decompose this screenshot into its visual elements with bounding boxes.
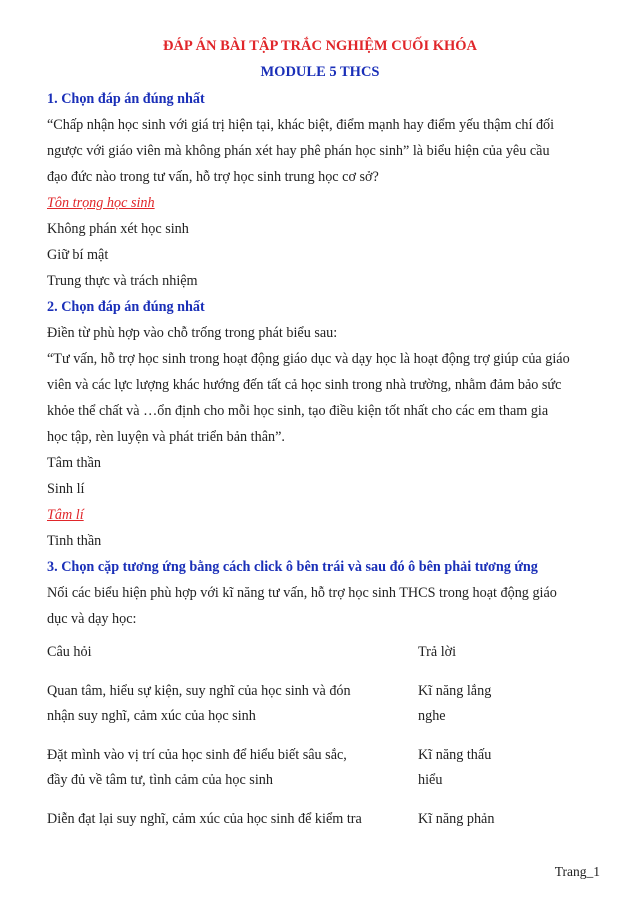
match-question[interactable]: đầy đủ về tâm tư, tình cảm của học sinh xyxy=(47,772,273,788)
q1-stem-line: ngược với giáo viên mà không phán xét hay phê phán học sinh” là biểu hiện của yêu cầu xyxy=(47,143,550,159)
q2-heading: 2. Chọn đáp án đúng nhất xyxy=(47,299,205,315)
match-question[interactable]: nhận suy nghĩ, cảm xúc của học sinh xyxy=(47,708,256,724)
match-answer[interactable]: hiểu xyxy=(418,772,443,788)
q3-stem-line: dục và dạy học: xyxy=(47,611,137,627)
col-header-question: Câu hỏi xyxy=(47,644,92,660)
q1-option[interactable]: Trung thực và trách nhiệm xyxy=(47,273,198,289)
q1-stem-line: đạo đức nào trong tư vấn, hỗ trợ học sinh trung học cơ sở? xyxy=(47,169,379,185)
q1-option[interactable]: Không phán xét học sinh xyxy=(47,221,189,237)
match-answer[interactable]: nghe xyxy=(418,708,446,724)
q1-option[interactable]: Giữ bí mật xyxy=(47,247,109,263)
q2-option[interactable]: Sinh lí xyxy=(47,481,85,497)
q2-stem-line: “Tư vấn, hỗ trợ học sinh trong hoạt động giáo dục và dạy học là hoạt động trợ giúp của giáo xyxy=(47,351,570,367)
q2-stem-line: Điền từ phù hợp vào chỗ trống trong phát biểu sau: xyxy=(47,325,338,341)
match-answer[interactable]: Kĩ năng thấu xyxy=(418,747,492,763)
match-answer[interactable]: Kĩ năng lắng xyxy=(418,683,492,699)
q3-heading: 3. Chọn cặp tương ứng bằng cách click ô bên trái và sau đó ô bên phải tương ứng xyxy=(47,559,538,575)
q2-option[interactable]: Tâm thần xyxy=(47,455,101,471)
q1-option-correct[interactable]: Tôn trọng học sinh xyxy=(47,195,155,211)
match-question[interactable]: Đặt mình vào vị trí của học sinh để hiểu biết sâu sắc, xyxy=(47,747,347,763)
q1-stem-line: “Chấp nhận học sinh với giá trị hiện tại, khác biệt, điểm mạnh hay điểm yếu thậm chí đối xyxy=(47,117,555,133)
match-answer[interactable]: Kĩ năng phản xyxy=(418,811,495,827)
q1-heading: 1. Chọn đáp án đúng nhất xyxy=(47,91,205,107)
page-number: Trang_1 xyxy=(554,864,600,879)
q2-option-correct[interactable]: Tâm lí xyxy=(47,507,84,523)
document-subtitle: MODULE 5 THCS xyxy=(260,64,380,80)
match-question[interactable]: Diễn đạt lại suy nghĩ, cảm xúc của học sinh để kiểm tra xyxy=(47,811,362,827)
match-question[interactable]: Quan tâm, hiểu sự kiện, suy nghĩ của học sinh và đón xyxy=(47,683,351,699)
q2-stem-line: học tập, rèn luyện và phát triển bản thân”. xyxy=(47,429,285,445)
q2-stem-line: viên và các lực lượng khác hướng đến tất cả học sinh trong nhà trường, nhằm đảm bảo sức xyxy=(47,377,562,393)
q2-option[interactable]: Tinh thần xyxy=(47,533,102,549)
q2-stem-line: khỏe thể chất và …ổn định cho mỗi học sinh, tạo điều kiện tốt nhất cho các em tham gia xyxy=(47,403,549,419)
document-title: ĐÁP ÁN BÀI TẬP TRẮC NGHIỆM CUỐI KHÓA xyxy=(162,38,478,54)
q3-stem-line: Nối các biểu hiện phù hợp với kĩ năng tư vấn, hỗ trợ học sinh THCS trong hoạt động giáo xyxy=(47,585,557,601)
col-header-answer: Trả lời xyxy=(418,644,457,660)
